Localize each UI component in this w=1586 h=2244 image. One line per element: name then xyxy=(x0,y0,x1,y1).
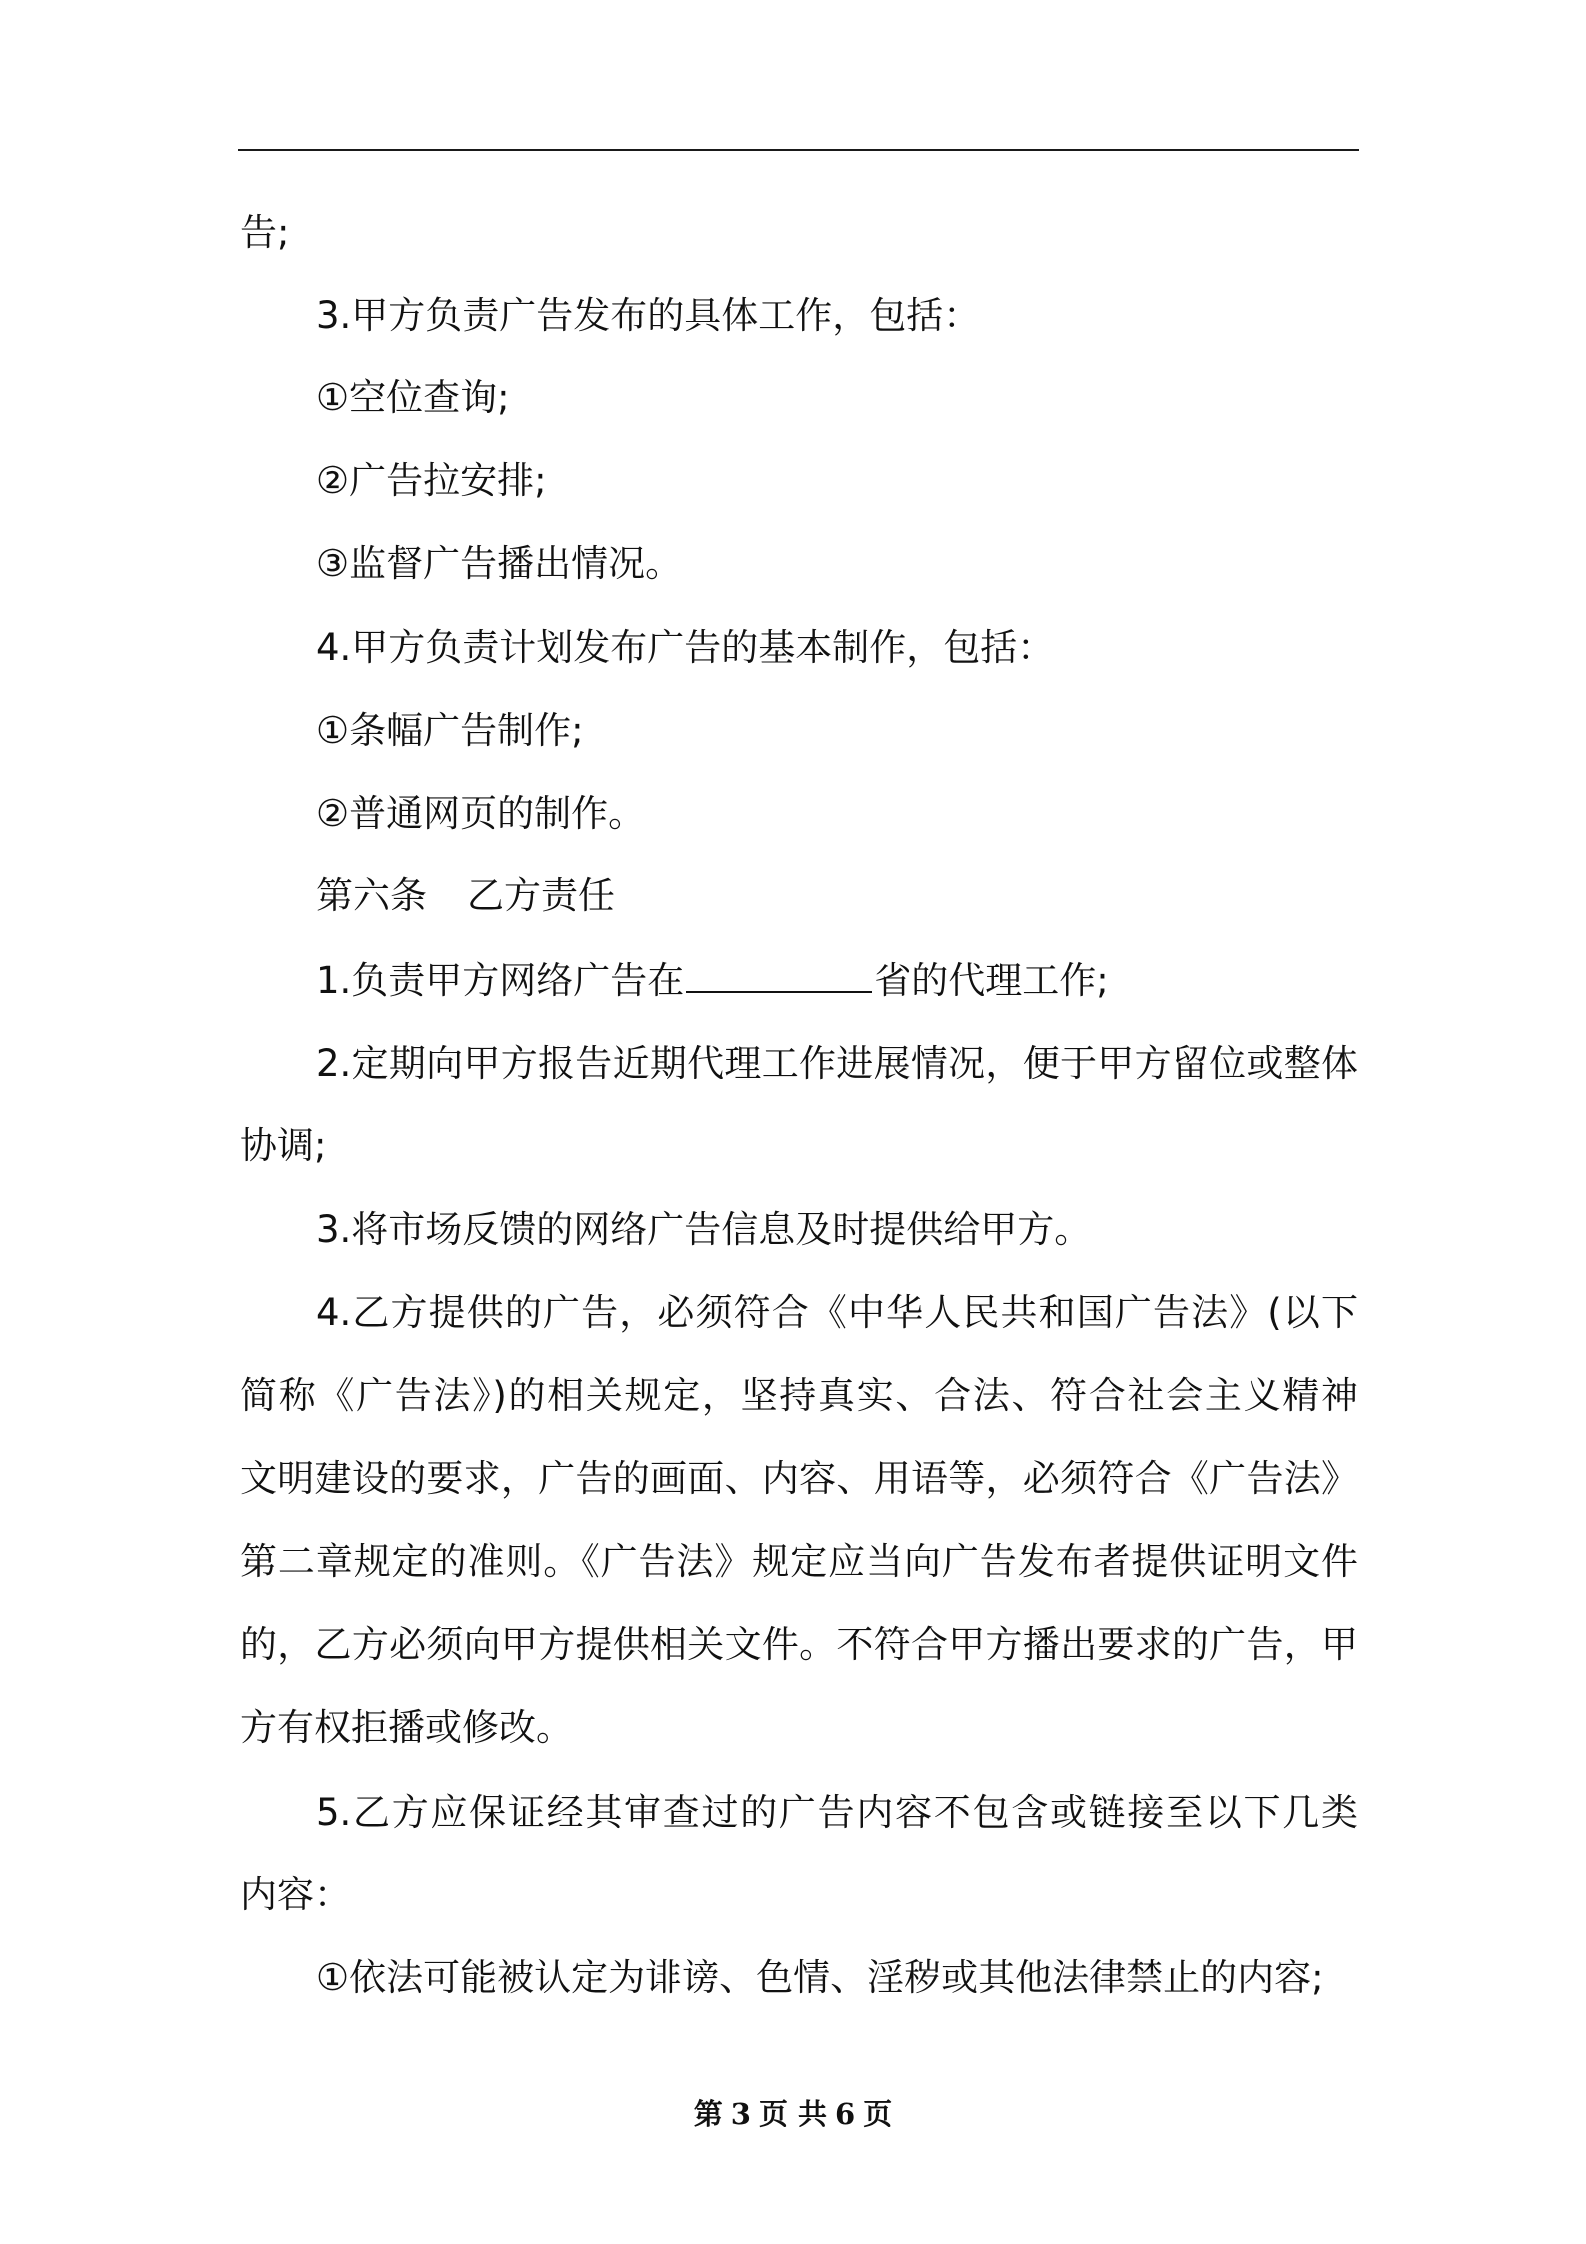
list-item: ①条幅广告制作; xyxy=(316,709,584,752)
text-line: 内容： xyxy=(240,1873,351,1916)
fill-in-blank xyxy=(686,955,872,993)
page-middle: 页 共 xyxy=(758,2097,828,2131)
text-line: 方有权拒播或修改。 xyxy=(240,1706,573,1749)
header-rule xyxy=(238,149,1359,151)
text-line: 简称《广告法》)的相关规定，坚持真实、合法、符合社会主义精神 xyxy=(240,1374,1358,1417)
article-title: 乙方责任 xyxy=(467,874,615,917)
text-line: 2.定期向甲方报告近期代理工作进展情况，便于甲方留位或整体 xyxy=(316,1042,1358,1085)
text-line: 告; xyxy=(240,211,290,254)
text-line: 协调; xyxy=(240,1124,327,1167)
page-suffix: 页 xyxy=(863,2097,893,2131)
page-footer xyxy=(0,2094,1586,2134)
list-item: ②普通网页的制作。 xyxy=(316,792,646,835)
page-prefix: 第 xyxy=(693,2097,723,2131)
text-line: 4.乙方提供的广告，必须符合《中华人民共和国广告法》(以下 xyxy=(316,1291,1358,1334)
text-line: 5.乙方应保证经其审查过的广告内容不包含或链接至以下几类 xyxy=(316,1791,1358,1834)
text-line: 3.甲方负责广告发布的具体工作，包括： xyxy=(316,294,981,337)
current-page-number: 3 xyxy=(730,2097,751,2131)
text-fragment: 省的代理工作; xyxy=(874,959,1109,1002)
list-item: ②广告拉安排; xyxy=(316,459,547,502)
text-fragment: 1.负责甲方网络广告在 xyxy=(316,959,685,1002)
list-item: ①空位查询; xyxy=(316,376,510,419)
text-line: 4.甲方负责计划发布广告的基本制作，包括： xyxy=(316,626,1055,669)
text-line: 的，乙方必须向甲方提供相关文件。不符合甲方播出要求的广告，甲 xyxy=(240,1623,1358,1666)
text-line xyxy=(316,955,1358,1005)
text-line: 第二章规定的准则。《广告法》规定应当向广告发布者提供证明文件 xyxy=(240,1540,1358,1583)
text-line: 3.将市场反馈的网络广告信息及时提供给甲方。 xyxy=(316,1208,1092,1251)
section-heading xyxy=(316,871,1358,921)
list-item: ①依法可能被认定为诽谤、色情、淫秽或其他法律禁止的内容; xyxy=(316,1956,1324,1999)
text-line: 文明建设的要求，广告的画面、内容、用语等，必须符合《广告法》 xyxy=(240,1457,1358,1500)
total-pages-number: 6 xyxy=(835,2097,856,2131)
list-item: ③监督广告播出情况。 xyxy=(316,542,683,585)
article-number: 第六条 xyxy=(316,874,427,917)
